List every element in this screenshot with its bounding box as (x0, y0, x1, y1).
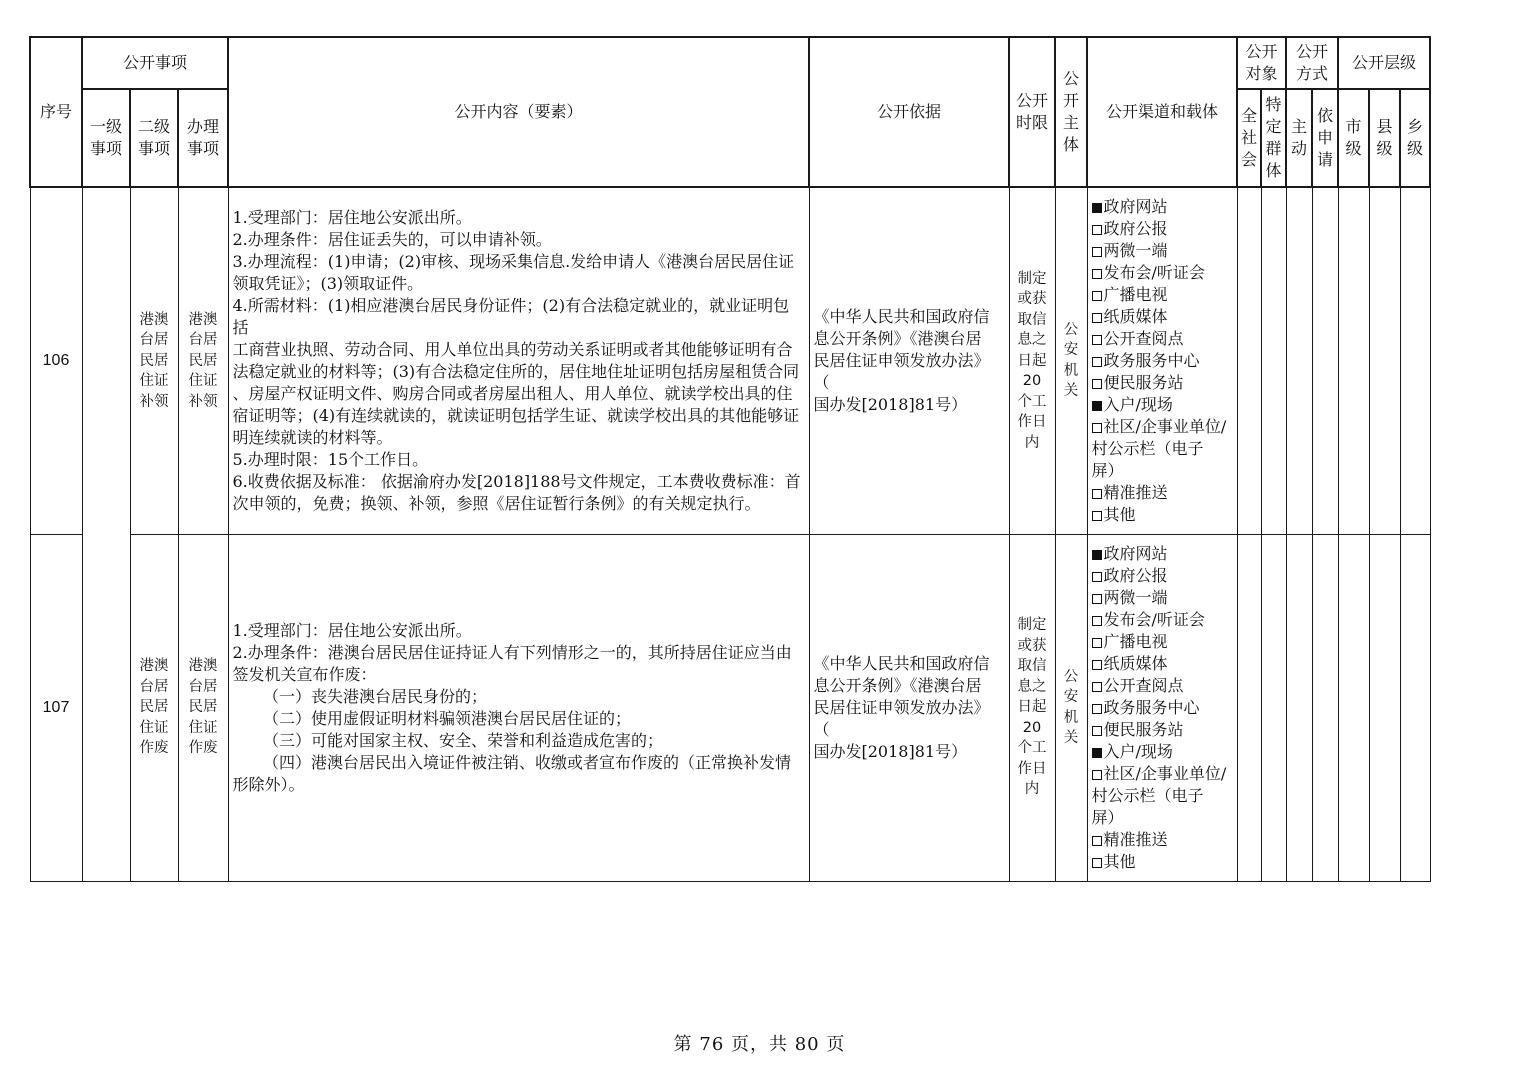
row-method-request (1312, 534, 1338, 881)
row-level2: 港澳台居民居住证补领 (130, 187, 178, 534)
row-level-city (1338, 534, 1369, 881)
channel-item: 公开查阅点 (1092, 675, 1233, 697)
channel-item: 政府公报 (1092, 565, 1233, 587)
row-subject: 公安机关 (1055, 534, 1087, 881)
row-time-limit: 制定或获取信息之日起20个工作日内 (1009, 534, 1055, 881)
channel-item-continuation: 屏） (1091, 460, 1124, 480)
unchecked-box-icon (1092, 638, 1102, 648)
channel-item: 入户/现场 (1092, 394, 1233, 416)
channel-item: 政府公报 (1092, 218, 1233, 240)
channel-item: 社区/企事业单位/ (1092, 763, 1233, 785)
header-level-county: 县级 (1369, 89, 1400, 187)
row-audience-specific (1261, 187, 1286, 534)
unchecked-box-icon (1092, 726, 1102, 736)
checked-box-icon (1092, 748, 1102, 758)
header-method-group: 公开方式 (1286, 37, 1338, 89)
channel-item: 政府网站 (1092, 543, 1233, 565)
header-level-town: 乡级 (1400, 89, 1430, 187)
row-seq: 106 (30, 187, 82, 534)
channel-item: 便民服务站 (1092, 719, 1233, 741)
header-level-city: 市级 (1338, 89, 1369, 187)
channel-item: 政务服务中心 (1092, 697, 1233, 719)
unchecked-box-icon (1092, 357, 1102, 367)
row-seq: 107 (30, 534, 82, 881)
row-audience-all (1237, 534, 1261, 881)
row-level2: 港澳台居民居住证作废 (130, 534, 178, 881)
channel-item: 其他 (1092, 504, 1233, 526)
row-level-county (1369, 187, 1400, 534)
row-method-request (1312, 187, 1338, 534)
row-channels (1087, 534, 1237, 881)
channel-item: 广播电视 (1092, 284, 1233, 306)
table-row (30, 187, 1430, 534)
channel-item-continuation: 村公示栏（电子 (1091, 785, 1204, 805)
row-subject: 公安机关 (1055, 187, 1087, 534)
header-channels: 公开渠道和载体 (1087, 37, 1237, 187)
row-basis: 《中华人民共和国政府信 息公开条例》《港澳台居 民居住证申领发放办法》 （ 国办发[2018]81号） (809, 187, 1009, 534)
channel-item: 便民服务站 (1092, 372, 1233, 394)
row-content: 1.受理部门：居住地公安派出所。 2.办理条件：港澳台居民居住证持证人有下列情形之一的，其所持居住证应当由 签发机关宣布作废： （一）丧失港澳台居民身份的； （二）使用虚假证明材料骗领港澳台居民居住证的； （三）可能对国家主权、安全、荣誉和利益造成危害的； （四）港澳台居民出入境证件被注销、收缴或者宣布作废的（正常换补发情 形除外）。 (228, 534, 809, 881)
unchecked-box-icon (1092, 489, 1102, 499)
unchecked-box-icon (1092, 247, 1102, 257)
unchecked-box-icon (1092, 291, 1102, 301)
header-items-group: 公开事项 (82, 37, 228, 89)
channel-item: 其他 (1092, 851, 1233, 873)
checked-box-icon (1092, 550, 1102, 560)
header-handling: 办理事项 (178, 89, 228, 187)
row-channels (1087, 187, 1237, 534)
row-method-active (1286, 534, 1312, 881)
row-time-limit: 制定或获取信息之日起20个工作日内 (1009, 187, 1055, 534)
channel-item-continuation: 屏） (1091, 807, 1124, 827)
header-level-group: 公开层级 (1338, 37, 1430, 89)
unchecked-box-icon (1092, 423, 1102, 433)
channel-item: 两微一端 (1092, 240, 1233, 262)
header-audience-group: 公开对象 (1237, 37, 1286, 89)
header-audience-specific: 特定群体 (1261, 89, 1286, 187)
row-basis: 《中华人民共和国政府信 息公开条例》《港澳台居 民居住证申领发放办法》 （ 国办发[2018]81号） (809, 534, 1009, 881)
channel-item-continuation: 村公示栏（电子 (1091, 438, 1204, 458)
header-method-request: 依申请 (1312, 89, 1338, 187)
unchecked-box-icon (1092, 269, 1102, 279)
disclosure-table (29, 36, 1431, 882)
channel-item: 社区/企事业单位/ (1092, 416, 1233, 438)
unchecked-box-icon (1092, 770, 1102, 780)
row-level-county (1369, 534, 1400, 881)
checked-box-icon (1092, 203, 1102, 213)
row-content: 1.受理部门：居住地公安派出所。 2.办理条件：居住证丢失的，可以申请补领。 3.办理流程：(1)申请；(2)审核、现场采集信息.发给申请人《港澳台居民居住证 领取凭证》；(3)领取证件。 4.所需材料：(1)相应港澳台居民身份证件；(2)有合法稳定就业的，就业证明包括 工商营业执照、劳动合同、用人单位出具的劳动关系证明或者其他能够证明有合 法稳定就业的材料等；(3)有合法稳定住所的，居住地住址证明包括房屋租赁合同 、房屋产权证明文件、购房合同或者房屋出租人、用人单位、就读学校出具的住 宿证明等；(4)有连续就读的，就读证明包括学生证、就读学校出具的其他能够证 明连续就读的材料等。 5.办理时限：15个工作日。 6.收费依据及标准： 依据渝府办发[2018]188号文件规定，工本费收费标准：首 次申领的，免费；换领、补领，参照《居住证暂行条例》的有关规定执行。 (228, 187, 809, 534)
row-level-town (1400, 534, 1430, 881)
header-level2: 二级事项 (130, 89, 178, 187)
unchecked-box-icon (1092, 616, 1102, 626)
header-time-limit: 公开时限 (1009, 37, 1055, 187)
unchecked-box-icon (1092, 858, 1102, 868)
channel-item: 发布会/听证会 (1092, 262, 1233, 284)
header-basis: 公开依据 (809, 37, 1009, 187)
unchecked-box-icon (1092, 682, 1102, 692)
channel-item: 纸质媒体 (1092, 306, 1233, 328)
channel-item: 纸质媒体 (1092, 653, 1233, 675)
unchecked-box-icon (1092, 836, 1102, 846)
channel-item: 入户/现场 (1092, 741, 1233, 763)
channel-item: 政务服务中心 (1092, 350, 1233, 372)
header-content: 公开内容（要素） (228, 37, 809, 187)
unchecked-box-icon (1092, 379, 1102, 389)
checked-box-icon (1092, 401, 1102, 411)
header-subject: 公开主体 (1055, 37, 1087, 187)
channel-item: 两微一端 (1092, 587, 1233, 609)
channel-item: 公开查阅点 (1092, 328, 1233, 350)
row-audience-specific (1261, 534, 1286, 881)
row-method-active (1286, 187, 1312, 534)
unchecked-box-icon (1092, 704, 1102, 714)
unchecked-box-icon (1092, 511, 1102, 521)
unchecked-box-icon (1092, 660, 1102, 670)
unchecked-box-icon (1092, 335, 1102, 345)
row-level1 (82, 187, 130, 881)
channel-item: 精准推送 (1092, 482, 1233, 504)
row-handling: 港澳台居民居住证补领 (178, 187, 228, 534)
unchecked-box-icon (1092, 594, 1102, 604)
channel-item: 发布会/听证会 (1092, 609, 1233, 631)
header-seq: 序号 (30, 37, 82, 187)
row-level-city (1338, 187, 1369, 534)
unchecked-box-icon (1092, 572, 1102, 582)
row-level-town (1400, 187, 1430, 534)
channel-item: 精准推送 (1092, 829, 1233, 851)
unchecked-box-icon (1092, 313, 1102, 323)
header-audience-all: 全社会 (1237, 89, 1261, 187)
header-level1: 一级事项 (82, 89, 130, 187)
channel-item: 广播电视 (1092, 631, 1233, 653)
row-audience-all (1237, 187, 1261, 534)
row-handling: 港澳台居民居住证作废 (178, 534, 228, 881)
header-method-active: 主动 (1286, 89, 1312, 187)
channel-item: 政府网站 (1092, 196, 1233, 218)
unchecked-box-icon (1092, 225, 1102, 235)
page-footer: 第 76 页，共 80 页 (673, 1034, 846, 1055)
table-row (30, 534, 1430, 881)
